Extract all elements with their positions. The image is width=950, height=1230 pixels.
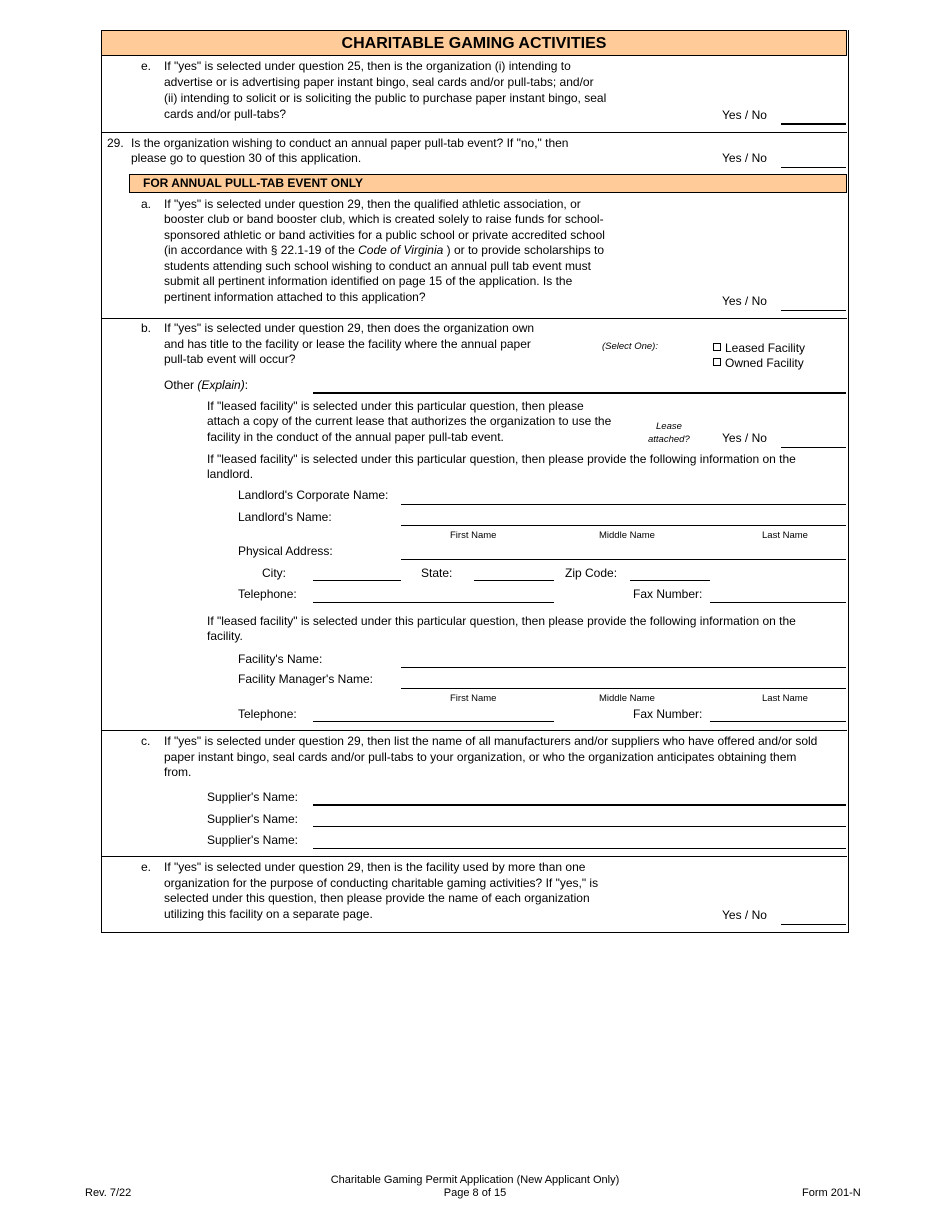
middle-name-caption: Middle Name bbox=[599, 693, 655, 704]
q29a-line-7: pertinent information attached to this application? bbox=[164, 290, 426, 304]
revision: Rev. 7/22 bbox=[85, 1187, 132, 1199]
q29b-letter: b. bbox=[141, 321, 152, 335]
q29-number: 29. bbox=[107, 136, 124, 150]
supplier-label-3: Supplier's Name: bbox=[207, 833, 298, 847]
footer-title: Charitable Gaming Permit Application (New Applicant Only) bbox=[330, 1174, 620, 1186]
supplier-label-2: Supplier's Name: bbox=[207, 812, 298, 826]
lease-line-1: If "leased facility" is selected under this particular question, then please bbox=[207, 399, 584, 413]
facility-manager-label: Facility Manager's Name: bbox=[238, 672, 373, 686]
select-one-label: (Select One): bbox=[602, 341, 658, 352]
attached-label: attached? bbox=[648, 434, 690, 445]
landlord-intro-1: If "leased facility" is selected under this particular question, then please provide the following information on the bbox=[207, 452, 796, 466]
city-label: City: bbox=[262, 566, 286, 580]
landlord-corp-label: Landlord's Corporate Name: bbox=[238, 488, 389, 502]
q29a-line-5: students attending such school wishing to conduct an annual pull tab event must bbox=[164, 259, 591, 273]
q29a-yes-no: Yes / No bbox=[722, 294, 767, 308]
last-name-caption: Last Name bbox=[762, 530, 808, 541]
physical-address-field[interactable] bbox=[401, 559, 846, 560]
divider bbox=[101, 856, 847, 857]
q29e-letter: e. bbox=[141, 860, 152, 874]
landlord-corp-field[interactable] bbox=[401, 504, 846, 505]
q29a-line-6: submit all pertinent information identified on page 15 of the application. Is the bbox=[164, 274, 573, 288]
last-name-caption: Last Name bbox=[762, 693, 808, 704]
supplier-label-1: Supplier's Name: bbox=[207, 790, 298, 804]
divider bbox=[101, 730, 847, 731]
q29c-line-3: from. bbox=[164, 765, 192, 779]
leased-checkbox[interactable] bbox=[713, 343, 721, 351]
q28e-answer-field[interactable] bbox=[781, 123, 846, 125]
landlord-name-label: Landlord's Name: bbox=[238, 510, 332, 524]
q29a-line-3: sponsored athletic or band activities for a public school or private accredited school bbox=[164, 228, 605, 242]
q29e-line-2: organization for the purpose of conducting charitable gaming activities? If "yes," is bbox=[164, 876, 599, 890]
lease-yes-no: Yes / No bbox=[722, 431, 767, 445]
q29a-letter: a. bbox=[141, 197, 152, 211]
q29e-yes-no: Yes / No bbox=[722, 908, 767, 922]
zip-field[interactable] bbox=[630, 580, 710, 581]
other-explain-label: Other (Explain): bbox=[164, 378, 249, 392]
q29b-line-1: If "yes" is selected under question 29, then does the organization own bbox=[164, 321, 535, 335]
q28e-letter: e. bbox=[141, 59, 152, 73]
divider bbox=[101, 318, 847, 319]
landlord-intro-2: landlord. bbox=[207, 467, 254, 481]
zip-label: Zip Code: bbox=[565, 566, 618, 580]
physical-address-label: Physical Address: bbox=[238, 544, 333, 558]
q29-answer-field[interactable] bbox=[781, 167, 846, 168]
q29-yes-no: Yes / No bbox=[722, 151, 767, 165]
telephone-label: Telephone: bbox=[238, 707, 297, 721]
telephone-field[interactable] bbox=[313, 602, 554, 603]
facility-intro-2: facility. bbox=[207, 629, 243, 643]
q29c-letter: c. bbox=[141, 734, 151, 748]
q28e-line-1: If "yes" is selected under question 25, then is the organization (i) intending to bbox=[164, 59, 571, 73]
q29-line-2: please go to question 30 of this application. bbox=[131, 151, 362, 165]
supplier-field-3[interactable] bbox=[313, 848, 846, 849]
fax-field[interactable] bbox=[710, 602, 846, 603]
fax-label: Fax Number: bbox=[633, 587, 703, 601]
other-explain-field[interactable] bbox=[313, 392, 846, 394]
q29a-line-4: (in accordance with § 22.1-19 of the Code of Virginia ) or to provide scholarships to bbox=[164, 243, 605, 257]
city-field[interactable] bbox=[313, 580, 401, 581]
supplier-field-2[interactable] bbox=[313, 826, 846, 827]
q29e-line-4: utilizing this facility on a separate page. bbox=[164, 907, 373, 921]
q29-line-1: Is the organization wishing to conduct an annual paper pull-tab event? If "no," then bbox=[131, 136, 569, 150]
q29c-line-2: paper instant bingo, seal cards and/or pull-tabs to your organization, or who the organization anticipates obtaining them bbox=[164, 750, 797, 764]
facility-name-field[interactable] bbox=[401, 667, 846, 668]
q29e-answer-field[interactable] bbox=[781, 924, 846, 925]
q29a-line-2: booster club or band booster club, which is created solely to raise funds for school- bbox=[164, 212, 604, 226]
first-name-caption: First Name bbox=[450, 530, 497, 541]
telephone-label: Telephone: bbox=[238, 587, 297, 601]
supplier-field-1[interactable] bbox=[313, 804, 846, 806]
option-leased-facility[interactable]: Leased Facility bbox=[713, 341, 805, 357]
form-number: Form 201-N bbox=[802, 1187, 861, 1199]
state-field[interactable] bbox=[474, 580, 554, 581]
divider bbox=[101, 132, 847, 133]
middle-name-caption: Middle Name bbox=[599, 530, 655, 541]
owned-checkbox[interactable] bbox=[713, 358, 721, 366]
landlord-name-field[interactable] bbox=[401, 525, 846, 526]
q28e-line-4: cards and/or pull-tabs? bbox=[164, 107, 287, 121]
q29b-line-2: and has title to the facility or lease the facility where the annual paper bbox=[164, 337, 531, 351]
lease-line-3: facility in the conduct of the annual paper pull-tab event. bbox=[207, 430, 504, 444]
lease-line-2: attach a copy of the current lease that authorizes the organization to use the bbox=[207, 414, 612, 428]
q29b-line-3: pull-tab event will occur? bbox=[164, 352, 296, 366]
q29a-answer-field[interactable] bbox=[781, 310, 846, 311]
fax-field[interactable] bbox=[710, 721, 846, 722]
facility-intro-1: If "leased facility" is selected under this particular question, then please provide the following information on the bbox=[207, 614, 796, 628]
first-name-caption: First Name bbox=[450, 693, 497, 704]
section-title: CHARITABLE GAMING ACTIVITIES bbox=[101, 30, 847, 56]
page-number: Page 8 of 15 bbox=[443, 1187, 507, 1199]
q28e-line-3: (ii) intending to solicit or is soliciting the public to purchase paper instant bingo, seal bbox=[164, 91, 607, 105]
lease-label: Lease bbox=[656, 421, 682, 432]
q29c-line-1: If "yes" is selected under question 29, then list the name of all manufacturers and/or suppliers who have offered and/or sold bbox=[164, 734, 818, 748]
state-label: State: bbox=[421, 566, 453, 580]
q29e-line-1: If "yes" is selected under question 29, then is the facility used by more than one bbox=[164, 860, 586, 874]
q28e-yes-no: Yes / No bbox=[722, 108, 767, 122]
annual-pull-tab-subheader: FOR ANNUAL PULL-TAB EVENT ONLY bbox=[129, 174, 847, 193]
q29e-line-3: selected under this question, then please provide the name of each organization bbox=[164, 891, 590, 905]
option-owned-facility[interactable]: Owned Facility bbox=[713, 356, 804, 372]
facility-name-label: Facility's Name: bbox=[238, 652, 323, 666]
fax-label: Fax Number: bbox=[633, 707, 703, 721]
q28e-line-2: advertise or is advertising paper instant bingo, seal cards and/or pull-tabs; and/or bbox=[164, 75, 594, 89]
q29a-line-1: If "yes" is selected under question 29, then the qualified athletic association, or bbox=[164, 197, 581, 211]
facility-manager-field[interactable] bbox=[401, 688, 846, 689]
lease-answer-field[interactable] bbox=[781, 447, 846, 448]
telephone-field[interactable] bbox=[313, 721, 554, 722]
